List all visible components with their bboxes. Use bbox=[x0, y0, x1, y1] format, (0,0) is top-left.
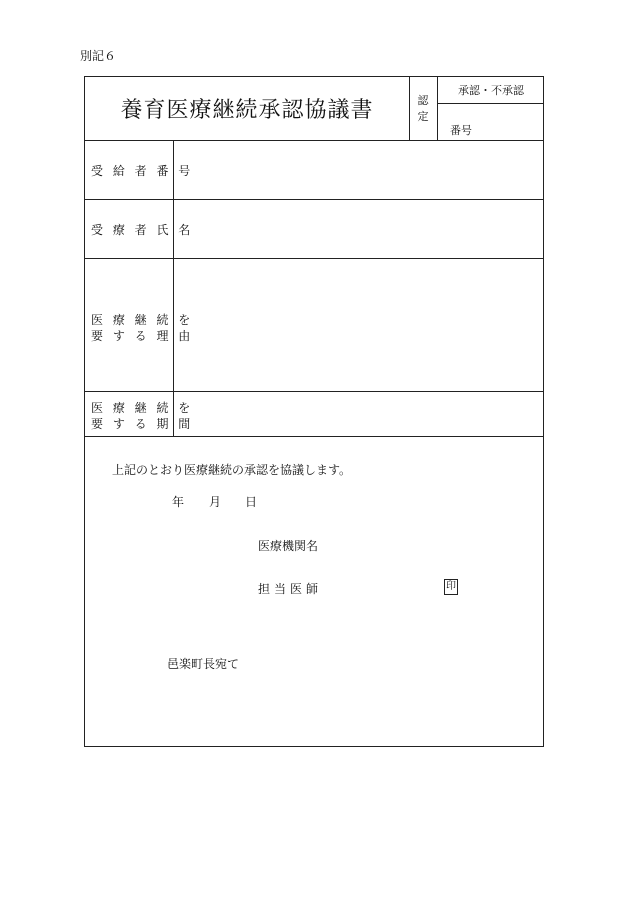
divider bbox=[438, 103, 543, 104]
continuation-period-label bbox=[91, 400, 194, 432]
continuation-period-field[interactable] bbox=[181, 397, 536, 431]
label-line: 受 療 者 氏 名 bbox=[91, 223, 194, 237]
addressee: 邑楽町長宛て bbox=[167, 657, 240, 671]
label-line: 医 療 継 続 を bbox=[91, 313, 194, 327]
seal-mark: 印 bbox=[444, 579, 458, 595]
divider bbox=[85, 258, 543, 259]
date-month[interactable]: 月 bbox=[209, 495, 222, 509]
divider bbox=[85, 436, 543, 437]
certification-label bbox=[409, 77, 437, 140]
certification-char-1: 認 bbox=[417, 93, 429, 107]
label-line: 要 す る 理 由 bbox=[91, 329, 194, 343]
date-day[interactable]: 日 bbox=[245, 495, 258, 509]
recipient-number-label bbox=[91, 163, 194, 179]
consultation-form bbox=[84, 76, 544, 747]
continuation-reason-field[interactable] bbox=[181, 267, 536, 387]
recipient-number-field[interactable] bbox=[181, 147, 536, 197]
doctor-label: 担当医師 bbox=[258, 582, 323, 596]
certification-char-2: 定 bbox=[417, 109, 429, 123]
label-line: 要 す る 期 間 bbox=[91, 417, 194, 431]
patient-name-field[interactable] bbox=[181, 206, 536, 256]
approval-options[interactable]: 承認・不承認 bbox=[458, 84, 524, 97]
continuation-reason-label bbox=[91, 312, 194, 344]
form-title: 養育医療継続承認協議書 bbox=[120, 98, 374, 123]
label-line: 受 給 者 番 号 bbox=[91, 164, 194, 178]
date-year[interactable]: 年 bbox=[172, 495, 185, 509]
institution-label: 医療機関名 bbox=[258, 539, 319, 553]
patient-name-label bbox=[91, 222, 194, 238]
divider bbox=[85, 140, 543, 141]
divider bbox=[85, 391, 543, 392]
number-label: 番号 bbox=[450, 124, 472, 137]
declaration-text: 上記のとおり医療継続の承認を協議します。 bbox=[112, 463, 352, 477]
annex-label: 別記６ bbox=[80, 49, 117, 63]
label-line: 医 療 継 続 を bbox=[91, 401, 194, 415]
divider bbox=[85, 199, 543, 200]
